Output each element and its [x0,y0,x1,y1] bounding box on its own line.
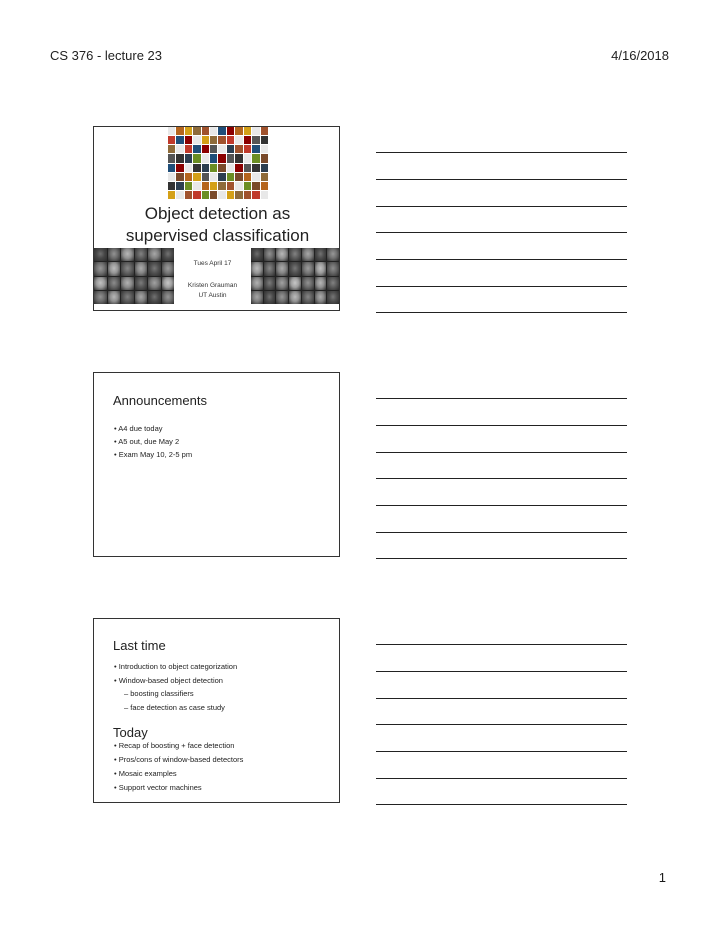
face-thumb [148,277,161,290]
collage-thumb [227,136,234,144]
slide1-title-line2: supervised classification [125,226,310,245]
collage-thumb [244,127,251,135]
list-item: • A4 due today [114,424,163,433]
collage-thumb [185,164,192,172]
collage-thumb [261,154,268,162]
collage-thumb [235,164,242,172]
face-thumb [121,291,134,304]
face-thumb [135,277,148,290]
collage-thumb [252,127,259,135]
collage-thumb [252,154,259,162]
sub-list-item: – boosting classifiers [124,689,194,698]
collage-thumb [202,145,209,153]
collage-thumb [210,145,217,153]
collage-thumb [235,136,242,144]
face-thumb [121,248,134,261]
collage-thumb [244,173,251,181]
collage-thumb [210,182,217,190]
face-thumb [135,262,148,275]
collage-thumb [261,173,268,181]
collage-thumb [193,154,200,162]
collage-thumb [185,127,192,135]
object-collage-image [168,127,268,199]
collage-thumb [210,136,217,144]
collage-thumb [261,127,268,135]
face-thumb [108,277,121,290]
collage-thumb [252,173,259,181]
collage-thumb [235,154,242,162]
face-thumb [289,248,301,261]
slide-last-time-today [93,618,340,803]
collage-thumb [252,164,259,172]
face-thumb [148,291,161,304]
face-thumb [162,277,175,290]
face-thumb [327,291,339,304]
collage-thumb [193,164,200,172]
collage-thumb [193,145,200,153]
face-thumb [302,277,314,290]
collage-thumb [176,173,183,181]
collage-thumb [235,127,242,135]
collage-thumb [202,127,209,135]
collage-thumb [176,191,183,199]
collage-thumb [185,182,192,190]
collage-thumb [244,145,251,153]
collage-thumb [193,136,200,144]
list-item: • A5 out, due May 2 [114,437,180,446]
list-item: • Pros/cons of window-based detectors [114,755,244,764]
slide3-title: Last time [113,638,166,653]
collage-thumb [218,136,225,144]
collage-thumb [168,136,175,144]
face-thumb [162,248,175,261]
slide-announcements [93,372,340,557]
slide2-title: Announcements [113,393,207,408]
collage-thumb [235,191,242,199]
collage-thumb [210,173,217,181]
collage-thumb [202,164,209,172]
collage-thumb [185,136,192,144]
collage-thumb [261,164,268,172]
face-thumb [276,277,288,290]
face-thumb [315,277,327,290]
face-thumb [251,248,263,261]
list-item: • Window-based object detection [114,676,223,685]
face-thumb [315,262,327,275]
header-date: 4/16/2018 [611,48,669,63]
collage-thumb [218,145,225,153]
collage-thumb [176,164,183,172]
collage-thumb [261,191,268,199]
slide1-author: Kristen Grauman [187,282,238,289]
face-thumb [327,248,339,261]
face-thumb [162,291,175,304]
slide-title [93,126,340,311]
face-thumb [289,262,301,275]
slide1-institution: UT Austin [198,292,227,299]
collage-thumb [218,173,225,181]
collage-thumb [235,182,242,190]
face-thumb [108,248,121,261]
collage-thumb [210,164,217,172]
collage-thumb [185,154,192,162]
collage-thumb [227,191,234,199]
face-thumb [108,291,121,304]
collage-thumb [261,182,268,190]
face-thumb [276,291,288,304]
slide3-today-title: Today [113,725,148,740]
list-item: • Introduction to object categorization [114,662,238,671]
collage-thumb [210,127,217,135]
face-thumb [162,262,175,275]
collage-thumb [168,173,175,181]
face-thumb [276,248,288,261]
collage-thumb [185,173,192,181]
collage-thumb [193,173,200,181]
collage-thumb [261,145,268,153]
collage-thumb [252,182,259,190]
face-thumb [135,291,148,304]
face-thumb [264,291,276,304]
collage-thumb [227,127,234,135]
face-thumb [302,291,314,304]
face-thumb [121,262,134,275]
collage-thumb [210,154,217,162]
collage-thumb [176,154,183,162]
list-item: • Mosaic examples [114,769,177,778]
face-thumb [94,262,107,275]
collage-thumb [261,136,268,144]
face-thumb [289,291,301,304]
collage-thumb [176,182,183,190]
face-thumb [251,277,263,290]
collage-thumb [252,191,259,199]
header-course-title: CS 376 - lecture 23 [50,48,163,63]
list-item: • Support vector machines [114,783,202,792]
face-thumb [121,277,134,290]
collage-thumb [235,173,242,181]
collage-thumb [176,136,183,144]
collage-thumb [244,164,251,172]
list-item: • Exam May 10, 2-5 pm [114,450,193,459]
face-thumb [289,277,301,290]
collage-thumb [202,154,209,162]
list-item: • Recap of boosting + face detection [114,741,235,750]
face-thumb [94,291,107,304]
collage-thumb [176,145,183,153]
collage-thumb [168,127,175,135]
collage-thumb [252,136,259,144]
face-thumb [148,248,161,261]
collage-thumb [218,191,225,199]
face-thumb [264,262,276,275]
collage-thumb [168,154,175,162]
collage-thumb [202,173,209,181]
collage-thumb [227,154,234,162]
collage-thumb [218,127,225,135]
collage-thumb [168,164,175,172]
face-thumb [264,248,276,261]
collage-thumb [185,191,192,199]
collage-thumb [227,145,234,153]
face-thumb [108,262,121,275]
face-thumb [264,277,276,290]
face-thumb [302,248,314,261]
collage-thumb [227,182,234,190]
faces-image-right [251,248,339,304]
face-thumb [276,262,288,275]
collage-thumb [193,182,200,190]
collage-thumb [168,182,175,190]
face-thumb [315,248,327,261]
page-number: 1 [658,870,666,885]
collage-thumb [176,127,183,135]
collage-thumb [185,145,192,153]
face-thumb [302,262,314,275]
collage-thumb [193,191,200,199]
face-thumb [327,262,339,275]
collage-thumb [218,182,225,190]
collage-thumb [202,136,209,144]
collage-thumb [168,145,175,153]
sub-list-item: – face detection as case study [124,703,225,712]
collage-thumb [218,154,225,162]
face-thumb [94,248,107,261]
faces-image-left [94,248,174,304]
collage-thumb [202,191,209,199]
collage-thumb [244,182,251,190]
face-thumb [148,262,161,275]
collage-thumb [202,182,209,190]
face-thumb [327,277,339,290]
collage-thumb [227,173,234,181]
collage-thumb [244,191,251,199]
collage-thumb [252,145,259,153]
collage-thumb [218,164,225,172]
collage-thumb [244,154,251,162]
slide1-title-line1: Object detection as [144,204,291,223]
face-thumb [135,248,148,261]
face-thumb [251,291,263,304]
collage-thumb [227,164,234,172]
face-thumb [94,277,107,290]
collage-thumb [168,191,175,199]
collage-thumb [193,127,200,135]
collage-thumb [244,136,251,144]
slide1-date: Tues April 17 [193,260,232,267]
collage-thumb [235,145,242,153]
collage-thumb [210,191,217,199]
face-thumb [251,262,263,275]
face-thumb [315,291,327,304]
